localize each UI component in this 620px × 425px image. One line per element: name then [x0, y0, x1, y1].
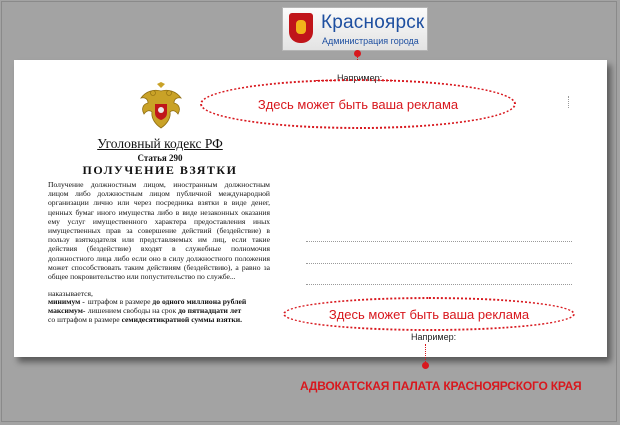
city-logo	[282, 7, 428, 51]
penalty-max-label: максимум-	[48, 306, 86, 315]
connector-dot-bottom	[422, 362, 429, 369]
penalty-min	[48, 297, 272, 306]
penalty-max-text: лишением свободы на срок	[87, 306, 179, 315]
penalty-min-label: минимум -	[48, 297, 85, 306]
city-crest-icon	[289, 13, 313, 43]
logo-title: Красноярск	[321, 12, 425, 33]
fill-line-marker	[568, 96, 569, 108]
penalty-min-text: штрафом в размере	[87, 297, 153, 306]
ad-placeholder-bottom	[283, 297, 575, 331]
ad-text-top: Здесь может быть ваша реклама	[257, 96, 459, 112]
penalty-max-fine-text: со штрафом в размере	[48, 315, 122, 324]
code-title: Уголовный кодекс РФ	[97, 136, 223, 151]
penalty-max	[48, 306, 272, 315]
article-number: Статья 290	[137, 153, 183, 163]
penalty-max-fine	[48, 315, 272, 324]
coat-of-arms-icon	[136, 82, 186, 132]
notice-heading: ПОЛУЧЕНИЕ ВЗЯТКИ	[82, 163, 238, 177]
bar-chamber-title: АДВОКАТСКАЯ ПАЛАТА КРАСНОЯРСКОГО КРАЯ	[300, 379, 582, 393]
penalty-max-fine-amount: семидесятикратной суммы взятки.	[121, 315, 242, 324]
ad-text-bottom: Здесь может быть ваша реклама	[328, 306, 530, 322]
fill-line-1	[306, 241, 572, 242]
fill-line-3	[306, 284, 572, 285]
logo-subtitle: Администрация города	[322, 36, 419, 46]
fill-line-2	[306, 263, 572, 264]
hint-top: Например:	[337, 73, 383, 83]
notice-body: Получение должностным лицом, иностранным должностным лицом либо должностным лицом публичной международной организации лично или через посредника взятки в виде денег, ценных бумаг иного имущества либо в виде незаконных оказания ему услуг имущественного характера предоставления иных имущественных прав за совершение действий (бездействие) в пользу взяткодателя или представляемых им лиц, если такие действия (бездействие) входят в служебные полномочия должностного лица либо если оно в силу должностного положения может способствовать таким действиям (бездействию), а равно за общее покровительство или попустительство по службе...	[48, 180, 270, 282]
punishment-intro: наказывается,	[48, 289, 93, 298]
connector-bottom	[425, 344, 426, 364]
penalty-min-amount: до одного миллиона рублей	[152, 297, 247, 306]
hint-bottom: Например:	[411, 332, 457, 342]
connector-dot-top	[354, 50, 361, 57]
ad-placeholder-top	[200, 79, 516, 129]
penalty-max-term: до пятнадцати лет	[178, 306, 242, 315]
